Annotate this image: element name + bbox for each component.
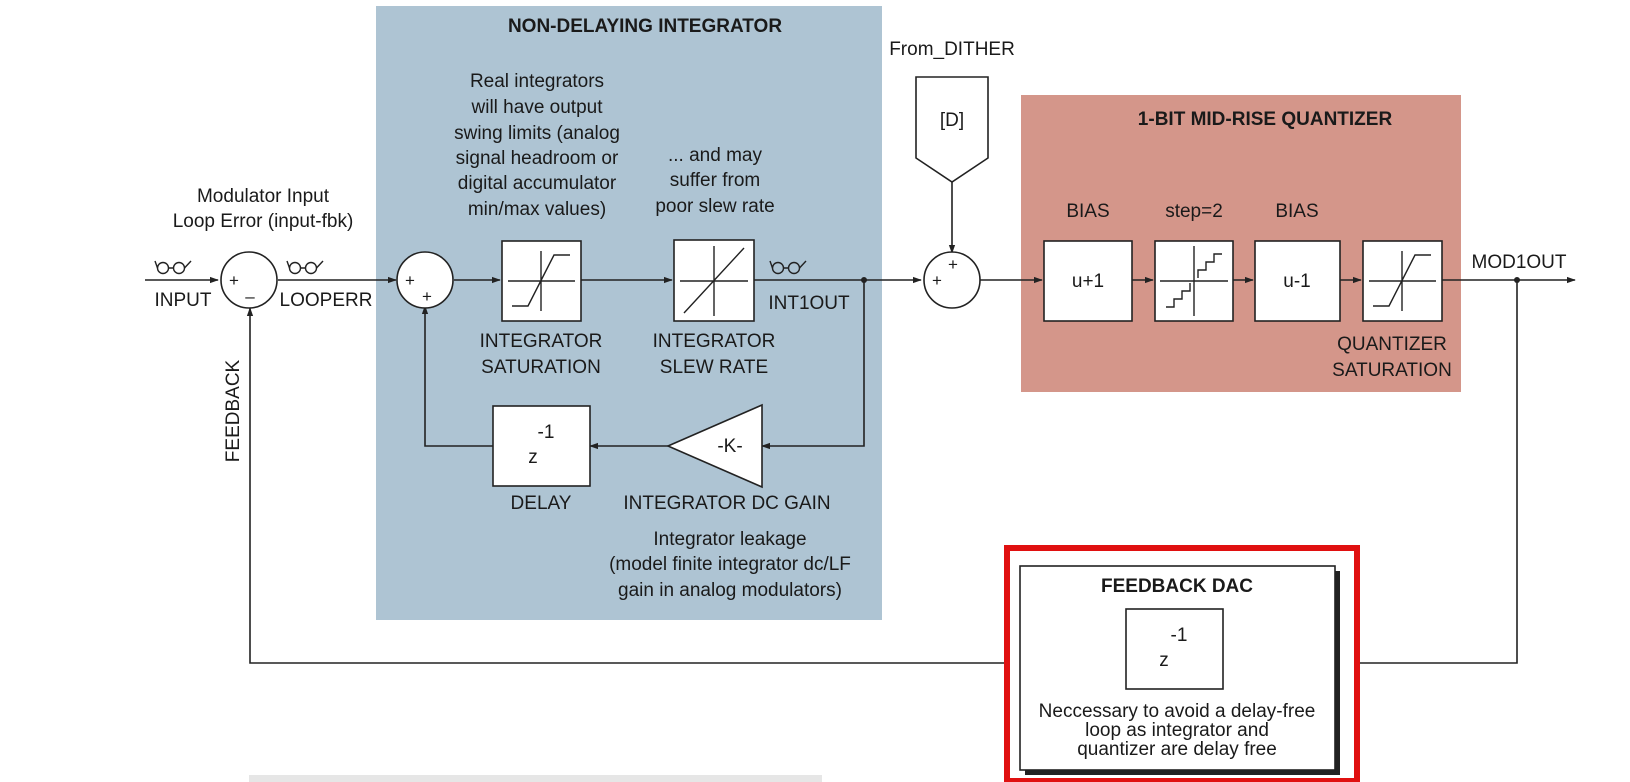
feedback-dac-title: FEEDBACK DAC	[1101, 576, 1253, 597]
swing-note-5: digital accumulator	[457, 173, 617, 194]
modulator-input-annotation-2: Loop Error (input-fbk)	[172, 211, 354, 232]
probe-icon-input	[155, 261, 191, 274]
bias-in-header: BIAS	[1066, 201, 1110, 222]
sum-dither-sign-left: +	[932, 271, 942, 290]
integrator-slew-label-1: INTEGRATOR	[652, 331, 776, 352]
delay-label: DELAY	[510, 493, 572, 514]
delay-block-z: z	[528, 447, 538, 468]
feedback-label: FEEDBACK	[223, 359, 244, 463]
step-header: step=2	[1165, 201, 1223, 222]
bottom-gray-bar	[249, 775, 822, 782]
probe-icon-looperr	[287, 261, 323, 274]
sum-dither-sign-top: +	[948, 255, 958, 274]
gain-block-text: -K-	[717, 436, 743, 457]
feedback-dac-z: z	[1159, 650, 1169, 671]
integrator-region-title: NON-DELAYING INTEGRATOR	[507, 16, 783, 37]
quantizer-saturation-label-2: SATURATION	[1332, 360, 1452, 381]
dither-block-text: [D]	[939, 110, 965, 131]
integrator-saturation-label-2: SATURATION	[481, 357, 601, 378]
swing-note-1: Real integrators	[469, 71, 605, 92]
bias-in-block-text: u+1	[1071, 271, 1105, 292]
slew-note-2: suffer from	[669, 170, 761, 191]
junction-int1out	[861, 277, 867, 283]
swing-note-6: min/max values)	[467, 199, 607, 220]
integrator-saturation-label-1: INTEGRATOR	[479, 331, 603, 352]
feedback-dac-note-3: quantizer are delay free	[1077, 739, 1277, 760]
quantizer-saturation-label-1: QUANTIZER	[1337, 334, 1447, 355]
mod1out-label: MOD1OUT	[1471, 252, 1567, 273]
leak-note-3: gain in analog modulators)	[618, 580, 842, 601]
input-label: INPUT	[154, 290, 212, 311]
sum-looperr-sign-left: +	[229, 271, 239, 290]
swing-note-3: swing limits (analog	[454, 123, 620, 144]
looperr-label: LOOPERR	[279, 290, 373, 311]
from-dither-label: From_DITHER	[889, 39, 1015, 60]
feedback-dac-note-1: Neccessary to avoid a delay-free	[1038, 701, 1316, 722]
slew-note-3: poor slew rate	[655, 196, 775, 217]
junction-mod1out	[1514, 277, 1520, 283]
delay-block	[493, 406, 590, 486]
swing-note-2: will have output	[471, 97, 603, 118]
swing-note-4: signal headroom or	[455, 148, 619, 169]
slew-note-1: ... and may	[668, 145, 762, 166]
quantizer-region-title: 1-BIT MID-RISE QUANTIZER	[1137, 109, 1393, 130]
modulator-input-annotation-1: Modulator Input	[196, 186, 330, 207]
sum-looperr-sign-bottom: –	[245, 287, 255, 306]
feedback-dac-delay-block	[1126, 609, 1223, 689]
integrator-slew-label-2: SLEW RATE	[659, 357, 769, 378]
leak-note-1: Integrator leakage	[653, 529, 807, 550]
feedback-dac-exponent: -1	[1170, 625, 1188, 646]
bias-out-block-text: u-1	[1283, 271, 1311, 292]
feedback-dac-note-2: loop as integrator and	[1085, 720, 1269, 741]
delay-block-exponent: -1	[537, 422, 555, 443]
leak-note-2: (model finite integrator dc/LF	[609, 554, 851, 575]
sum-integrator-sign-left: +	[405, 271, 415, 290]
integrator-dc-gain-label: INTEGRATOR DC GAIN	[623, 493, 831, 514]
sum-integrator-sign-bottom: +	[422, 287, 432, 306]
int1out-label: INT1OUT	[768, 293, 850, 314]
bias-out-header: BIAS	[1275, 201, 1319, 222]
